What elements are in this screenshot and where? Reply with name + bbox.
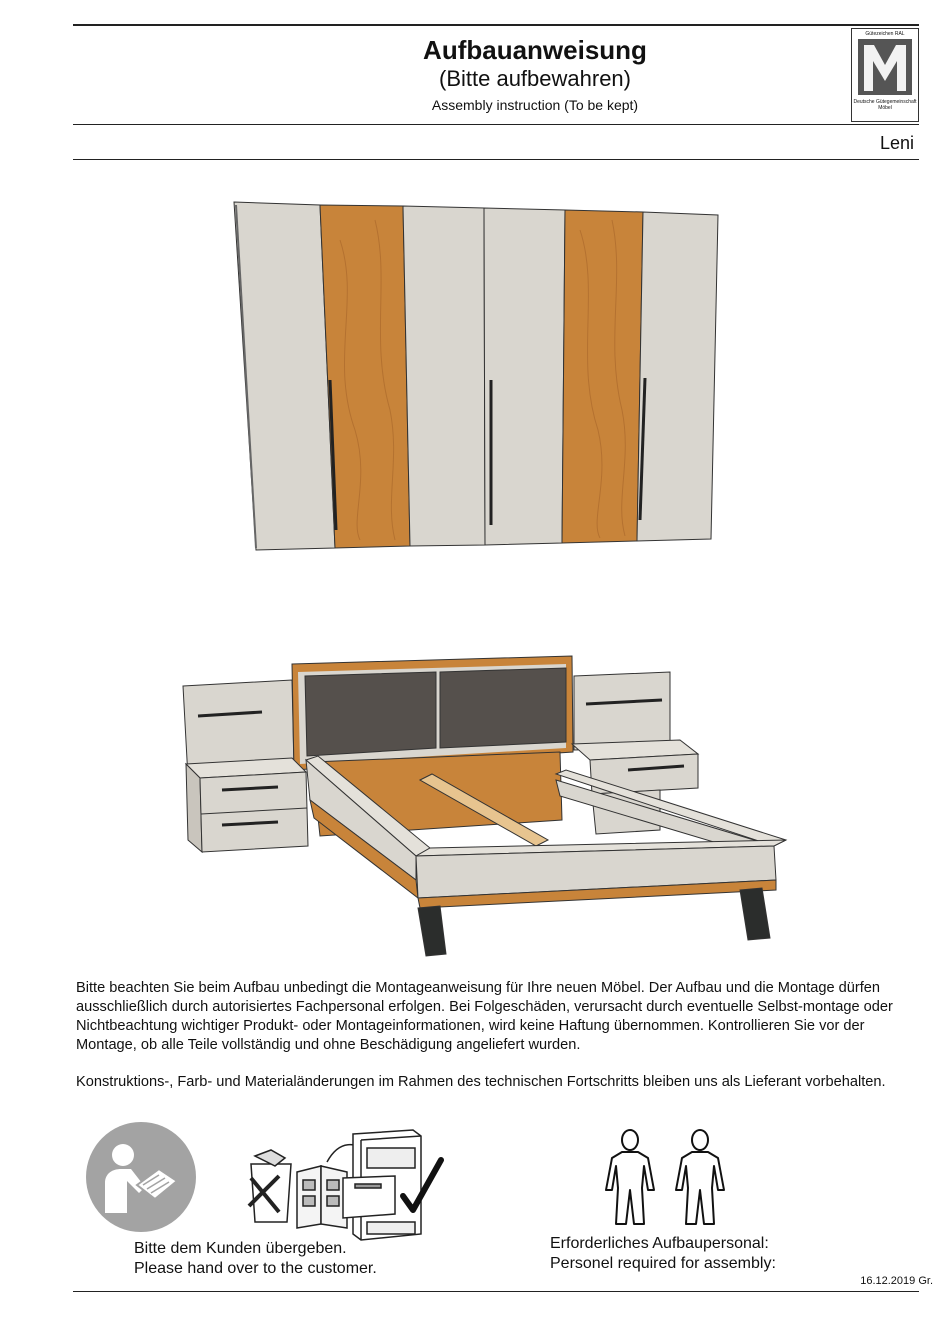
page-subtitle-english: Assembly instruction (To be kept) bbox=[431, 97, 639, 113]
handover-note bbox=[134, 1239, 377, 1279]
bed-leg-front-left bbox=[418, 906, 446, 956]
document-date: 16.12.2019 Gr. bbox=[860, 1275, 933, 1287]
file-away-icon bbox=[245, 1126, 445, 1244]
left-nightstand-side bbox=[186, 764, 202, 852]
handover-note-german: Bitte dem Kunden übergeben. bbox=[134, 1240, 347, 1257]
person-icon bbox=[670, 1128, 730, 1226]
seal-bottom-text: Deutsche Gütegemeinschaft Möbel bbox=[853, 99, 917, 111]
person-icon bbox=[600, 1128, 660, 1226]
personnel-note-english: Personel required for assembly: bbox=[550, 1255, 776, 1272]
bed-leg-front-right bbox=[740, 888, 770, 940]
model-name: Leni bbox=[879, 133, 914, 153]
changes-reserved-paragraph: Konstruktions-, Farb- und Materialänderungen im Rahmen des technischen Fortschritts bleiben uns als Lieferant vorbehalten. bbox=[76, 1074, 886, 1090]
seal-top-text: Gütezeichen RAL bbox=[865, 31, 905, 37]
headboard-cushion-left bbox=[305, 672, 436, 756]
page-title: Aufbauanweisung bbox=[423, 35, 647, 65]
headboard-cushion-right bbox=[440, 668, 566, 748]
handover-note-english: Please hand over to the customer. bbox=[134, 1260, 377, 1277]
read-manual-icon bbox=[85, 1121, 197, 1233]
personnel-note bbox=[550, 1234, 776, 1274]
page-subtitle: (Bitte aufbewahren) bbox=[439, 66, 631, 91]
personnel-note-german: Erforderliches Aufbaupersonal: bbox=[550, 1235, 769, 1252]
right-wall-panel bbox=[574, 672, 670, 750]
left-nightstand-front bbox=[200, 772, 308, 852]
assembly-notice-paragraph: Bitte beachten Sie beim Aufbau unbedingt die Montageanweisung für Ihre neuen Möbel. Der Aufbau und die Montage dürfen ausschließlich durch autorisiertes Fachpersonal erfolgen. Bei Folgeschäden, verursacht durch eventuelle Selbst-montage oder Nichtbeachtung wichtiger Produkt- oder Montageinformationen, wird keine Haftung übernommen. Kontrollieren Sie vor der Montage, ob alle Teile vollständig und ohne Beschädigung angeliefert wurden. bbox=[76, 980, 893, 1053]
